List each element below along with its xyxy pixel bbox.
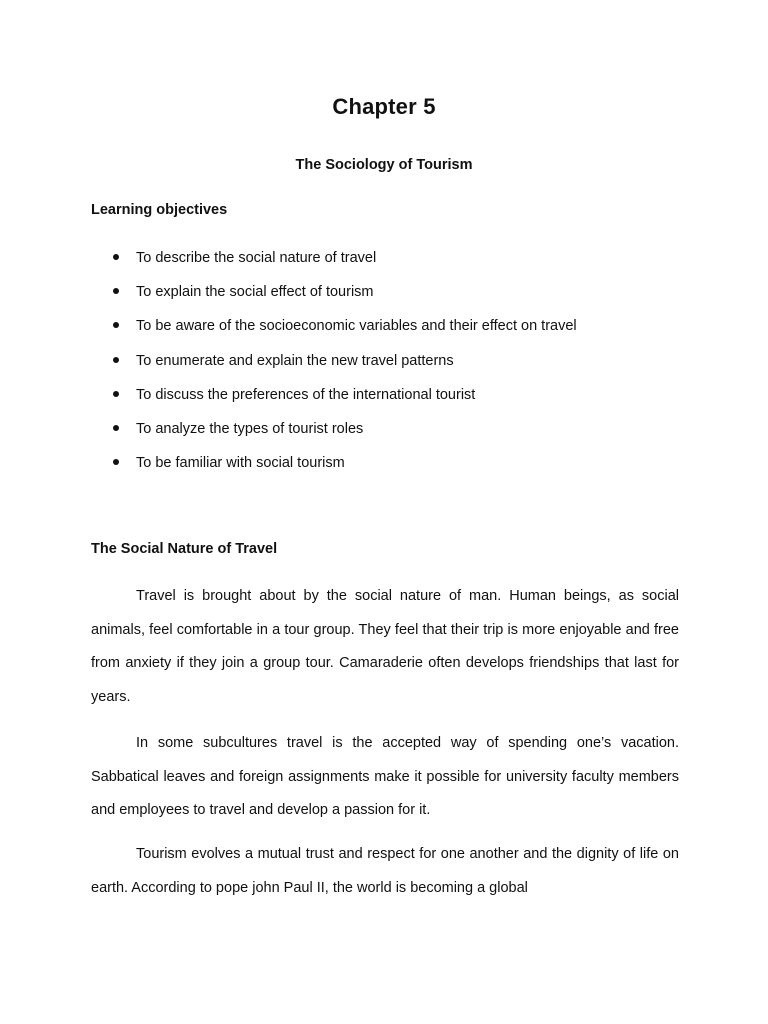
objective-text: To explain the social effect of tourism bbox=[136, 284, 374, 301]
objective-text: To be aware of the socioeconomic variables and their effect on travel bbox=[136, 318, 577, 335]
objective-text: To describe the social nature of travel bbox=[136, 250, 377, 266]
bullet-icon bbox=[113, 322, 119, 328]
objective-text: To be familiar with social tourism bbox=[136, 455, 345, 472]
bullet-icon bbox=[113, 459, 119, 465]
bullet-icon bbox=[113, 288, 119, 294]
chapter-subtitle: The Sociology of Tourism bbox=[295, 157, 473, 173]
chapter-title: Chapter 5 bbox=[332, 94, 436, 119]
bullet-icon bbox=[113, 254, 119, 260]
objective-text: To analyze the types of tourist roles bbox=[136, 420, 364, 437]
objective-text: To enumerate and explain the new travel patterns bbox=[136, 352, 454, 369]
learning-objectives-heading: Learning objectives bbox=[91, 202, 228, 218]
body-paragraph: Tourism evolves a mutual trust and respect for one another and the dignity of life on earth. According to pope john Paul II, the world is becoming a global bbox=[91, 846, 679, 896]
section-heading: The Social Nature of Travel bbox=[91, 541, 278, 557]
objective-text: To discuss the preferences of the international tourist bbox=[136, 386, 476, 403]
bullet-icon bbox=[113, 391, 119, 397]
bullet-icon bbox=[113, 425, 119, 431]
body-paragraph: Travel is brought about by the social nature of man. Human beings, as social animals, feel comfortable in a tour group. They feel that their trip is more enjoyable and free from anxiety if they join a group tour. Camaraderie often develops friendships that last for years. bbox=[91, 588, 679, 705]
bullet-icon bbox=[113, 357, 119, 363]
body-paragraph: In some subcultures travel is the accepted way of spending one’s vacation. Sabbatical leaves and foreign assignments make it possible for university faculty members and employees to travel and develop a passion for it. bbox=[91, 735, 679, 818]
